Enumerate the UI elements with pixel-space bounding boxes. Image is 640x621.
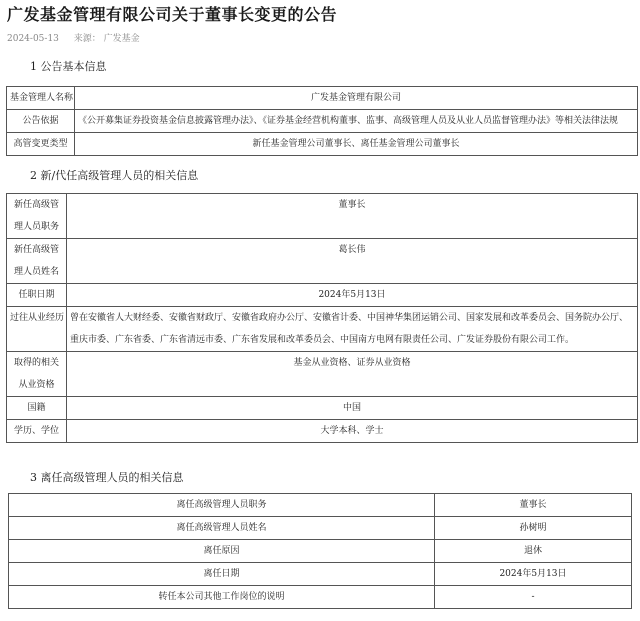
page-title: 广发基金管理有限公司关于董事长变更的公告 xyxy=(7,5,338,24)
row-label: 离任原因 xyxy=(9,540,435,563)
row-value: 中国 xyxy=(67,397,638,420)
row-value: 孙树明 xyxy=(435,517,632,540)
section-3-heading: 3 离任高级管理人员的相关信息 xyxy=(30,471,184,484)
table-row xyxy=(7,194,638,239)
row-label: 国籍 xyxy=(7,397,67,420)
row-label: 基金管理人名称 xyxy=(7,87,75,110)
table-row xyxy=(7,239,638,284)
row-label: 离任高级管理人员职务 xyxy=(9,494,435,517)
row-value: 董事长 xyxy=(67,194,638,239)
table-row xyxy=(7,307,638,352)
table-row xyxy=(7,110,638,133)
basic-info-table xyxy=(6,86,638,156)
table-row xyxy=(7,420,638,443)
publish-date: 2024-05-13 xyxy=(7,34,59,44)
row-label: 过往从业经历 xyxy=(7,307,67,352)
row-value: 《公开募集证券投资基金信息披露管理办法》、《证券基金经营机构董事、监事、高级管理人员及从业人员监督管理办法》等相关法律法规 xyxy=(75,110,638,133)
row-value: - xyxy=(435,586,632,609)
row-label: 取得的相关从业资格 xyxy=(7,352,67,397)
source-label: 来源： 广发基金 xyxy=(73,34,140,44)
table-row xyxy=(7,87,638,110)
section-2-heading: 2 新/代任高级管理人员的相关信息 xyxy=(30,169,199,182)
row-value: 广发基金管理有限公司 xyxy=(75,87,638,110)
table-row xyxy=(9,540,632,563)
departing-executive-table xyxy=(8,493,632,609)
article-meta xyxy=(7,31,152,44)
new-executive-table xyxy=(6,193,638,443)
table-row xyxy=(9,517,632,540)
row-label: 转任本公司其他工作岗位的说明 xyxy=(9,586,435,609)
table-row xyxy=(7,397,638,420)
row-label: 离任高级管理人员姓名 xyxy=(9,517,435,540)
row-label: 新任高级管理人员姓名 xyxy=(7,239,67,284)
table-row xyxy=(9,586,632,609)
table-row xyxy=(9,563,632,586)
table-row xyxy=(7,284,638,307)
row-value: 基金从业资格、证券从业资格 xyxy=(67,352,638,397)
row-value: 2024年5月13日 xyxy=(67,284,638,307)
row-label: 公告依据 xyxy=(7,110,75,133)
table-row xyxy=(7,352,638,397)
row-label: 离任日期 xyxy=(9,563,435,586)
table-row xyxy=(9,494,632,517)
row-value: 退休 xyxy=(435,540,632,563)
row-value: 大学本科、学士 xyxy=(67,420,638,443)
section-1-heading: 1 公告基本信息 xyxy=(30,60,107,73)
row-label: 新任高级管理人员职务 xyxy=(7,194,67,239)
row-value: 曾在安徽省人大财经委、安徽省财政厅、安徽省政府办公厅、安徽省计委、中国神华集团运销公司、国家发展和改革委员会、国务院办公厅、重庆市委、广东省委、广东省清远市委、广东省发展和改革委员会、中国南方电网有限责任公司、广发证券股份有限公司工作。 xyxy=(67,307,638,352)
row-value: 葛长伟 xyxy=(67,239,638,284)
row-label: 任职日期 xyxy=(7,284,67,307)
row-value: 董事长 xyxy=(435,494,632,517)
table-row xyxy=(7,133,638,156)
row-label: 学历、学位 xyxy=(7,420,67,443)
row-label: 高管变更类型 xyxy=(7,133,75,156)
row-value: 新任基金管理公司董事长、离任基金管理公司董事长 xyxy=(75,133,638,156)
row-value: 2024年5月13日 xyxy=(435,563,632,586)
